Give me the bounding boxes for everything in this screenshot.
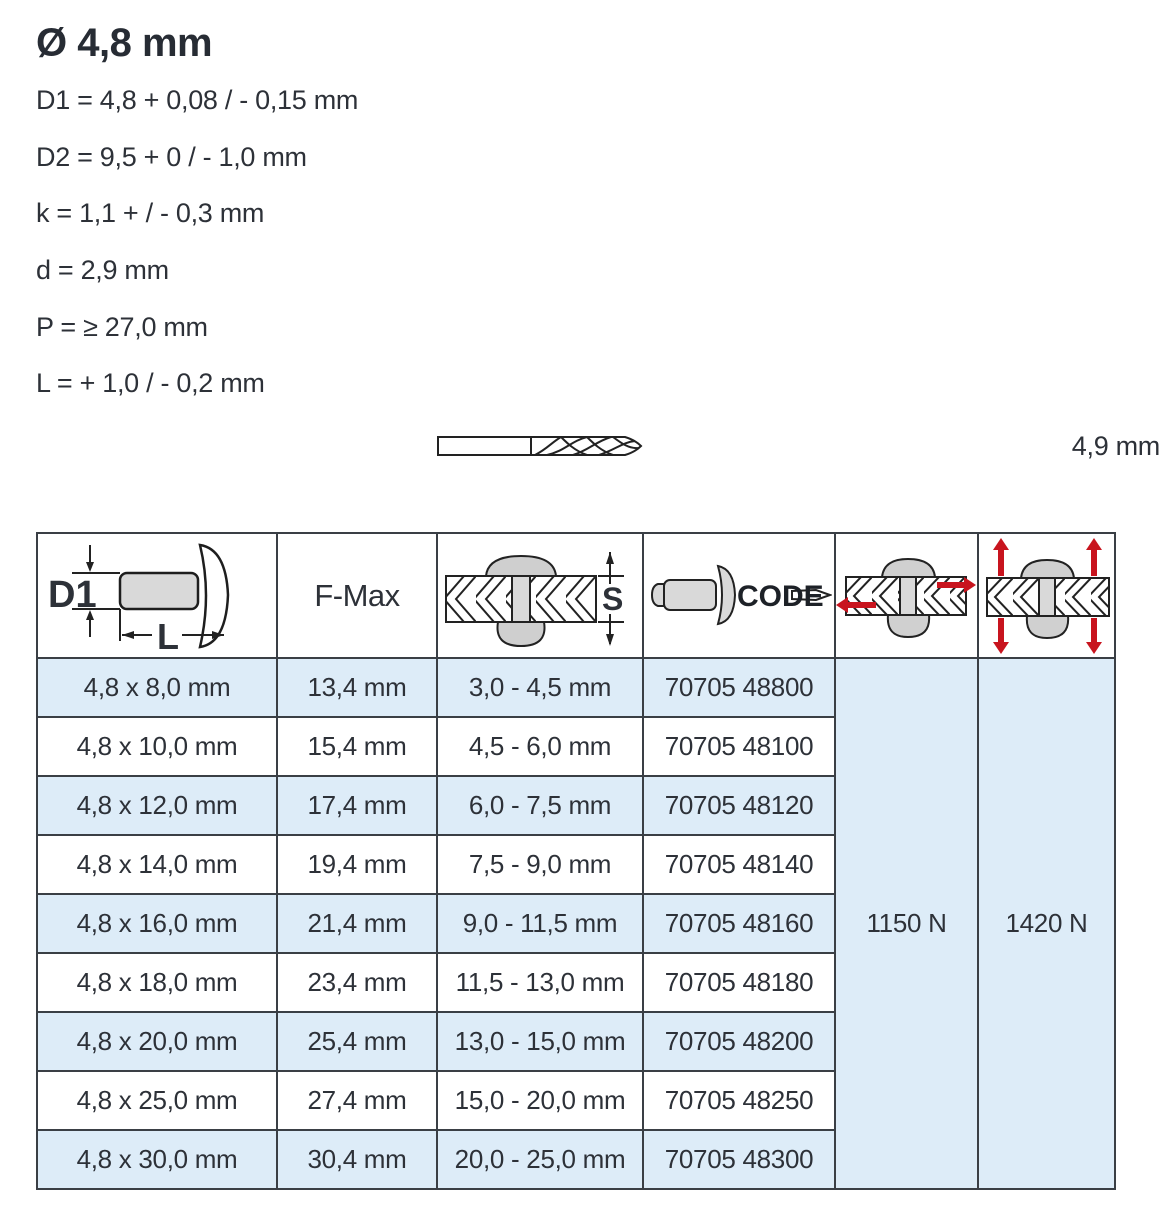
fmax-cell: 30,4 mm	[277, 1130, 437, 1189]
grip-cell: 11,5 - 13,0 mm	[437, 953, 643, 1012]
header-tensile-cell	[978, 533, 1115, 658]
grip-cell: 3,0 - 4,5 mm	[437, 658, 643, 717]
size-cell: 4,8 x 30,0 mm	[37, 1130, 277, 1189]
code-cell: 70705 48250	[643, 1071, 835, 1130]
size-cell: 4,8 x 20,0 mm	[37, 1012, 277, 1071]
fmax-cell: 19,4 mm	[277, 835, 437, 894]
table-header-row	[37, 533, 1115, 658]
table-row	[37, 658, 1115, 717]
code-cell: 70705 48200	[643, 1012, 835, 1071]
code-cell: 70705 48120	[643, 776, 835, 835]
size-cell: 4,8 x 25,0 mm	[37, 1071, 277, 1130]
grip-cell: 6,0 - 7,5 mm	[437, 776, 643, 835]
header-fmax-cell	[277, 533, 437, 658]
spec-list	[36, 86, 1160, 399]
grip-cell: 9,0 - 11,5 mm	[437, 894, 643, 953]
grip-cell: 7,5 - 9,0 mm	[437, 835, 643, 894]
fmax-cell: 21,4 mm	[277, 894, 437, 953]
grip-cell: 13,0 - 15,0 mm	[437, 1012, 643, 1071]
drill-size-label: 4,9 mm	[1071, 430, 1160, 461]
drill-size-row	[36, 426, 1160, 466]
spec-line-d1: D1 = 4,8 + 0,08 / - 0,15 mm	[36, 85, 359, 115]
spec-line-p: P = ≥ 27,0 mm	[36, 311, 208, 342]
fmax-cell: 23,4 mm	[277, 953, 437, 1012]
code-label: CODE	[737, 579, 824, 613]
l-label: L	[157, 615, 179, 655]
header-code-cell	[643, 533, 835, 658]
tensile-strength-icon	[979, 536, 1116, 656]
code-cell: 70705 48300	[643, 1130, 835, 1189]
size-cell: 4,8 x 12,0 mm	[37, 776, 277, 835]
size-cell: 4,8 x 14,0 mm	[37, 835, 277, 894]
page-title: Ø 4,8 mm	[36, 21, 213, 65]
code-cell: 70705 48800	[643, 658, 835, 717]
rivet-dimension-diagram-icon	[42, 537, 272, 655]
code-cell: 70705 48160	[643, 894, 835, 953]
size-cell: 4,8 x 16,0 mm	[37, 894, 277, 953]
spec-line-d2: D2 = 9,5 + 0 / - 1,0 mm	[36, 141, 307, 172]
shear-strength-icon	[836, 537, 977, 655]
header-shear-cell	[835, 533, 978, 658]
spec-line-k: k = 1,1 + / - 0,3 mm	[36, 198, 265, 229]
d1-label: D1	[48, 573, 97, 616]
code-cell: 70705 48180	[643, 953, 835, 1012]
fmax-cell: 15,4 mm	[277, 717, 437, 776]
grip-cell: 20,0 - 25,0 mm	[437, 1130, 643, 1189]
code-cell: 70705 48140	[643, 835, 835, 894]
code-diagram-icon	[646, 538, 832, 654]
code-cell: 70705 48100	[643, 717, 835, 776]
spec-line-l: L = + 1,0 / - 0,2 mm	[36, 368, 265, 399]
grip-range-diagram-icon	[442, 538, 638, 654]
header-dimension-cell	[37, 533, 277, 658]
size-cell: 4,8 x 10,0 mm	[37, 717, 277, 776]
size-cell: 4,8 x 18,0 mm	[37, 953, 277, 1012]
fmax-cell: 25,4 mm	[277, 1012, 437, 1071]
fmax-header-label: F-Max	[314, 577, 400, 613]
grip-cell: 15,0 - 20,0 mm	[437, 1071, 643, 1130]
shear-value-cell: 1150 N	[835, 658, 978, 1189]
drill-bit-icon	[435, 429, 647, 463]
size-cell: 4,8 x 8,0 mm	[37, 658, 277, 717]
tensile-value-cell: 1420 N	[978, 658, 1115, 1189]
fmax-cell: 17,4 mm	[277, 776, 437, 835]
header-grip-cell	[437, 533, 643, 658]
grip-cell: 4,5 - 6,0 mm	[437, 717, 643, 776]
grip-s-label: S	[602, 580, 624, 617]
rivet-spec-table	[36, 532, 1116, 1190]
spec-line-d: d = 2,9 mm	[36, 255, 169, 286]
fmax-cell: 13,4 mm	[277, 658, 437, 717]
fmax-cell: 27,4 mm	[277, 1071, 437, 1130]
